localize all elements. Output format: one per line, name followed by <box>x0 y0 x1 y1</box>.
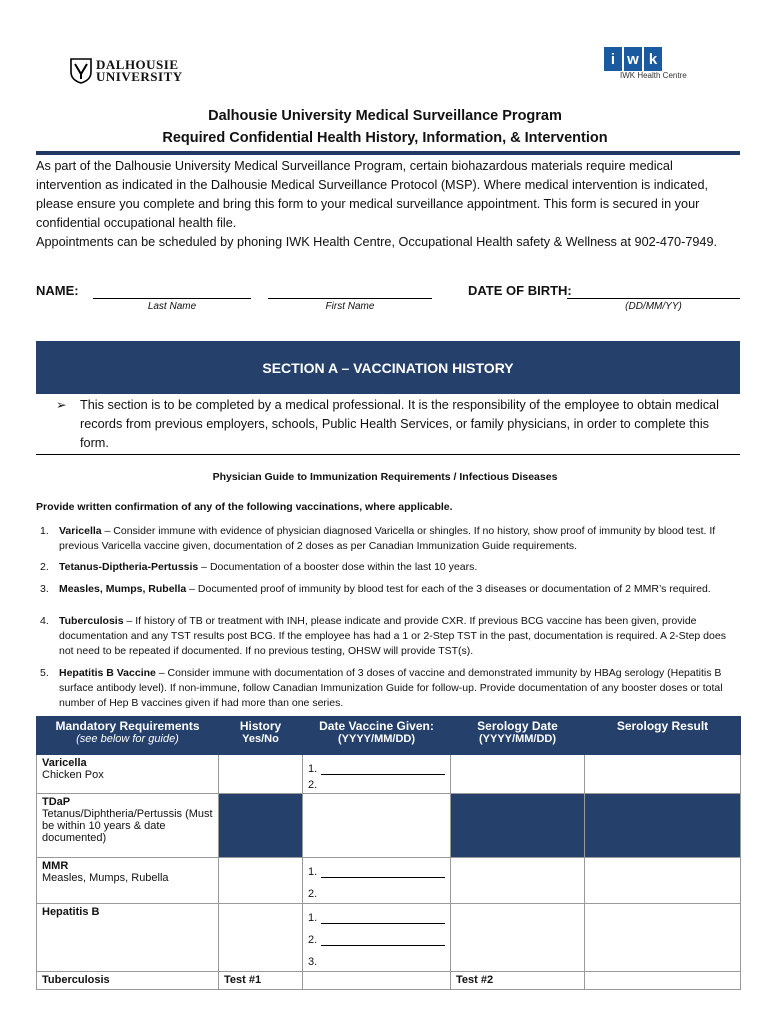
date-line-2[interactable] <box>321 933 445 946</box>
col-result-label: Serology Result <box>616 719 709 733</box>
item-title: Tetanus-Diptheria-Pertussis <box>59 561 199 573</box>
first-name-caption: First Name <box>325 301 375 312</box>
guide-item-mmr <box>40 582 740 597</box>
dob-field[interactable] <box>567 286 740 299</box>
iwk-letter: w <box>624 47 642 71</box>
row-subtitle: Measles, Mumps, Rubella <box>42 872 169 884</box>
col-serology-sub: (YYYY/MM/DD) <box>479 733 556 745</box>
item-title: Measles, Mumps, Rubella <box>59 583 187 595</box>
item-text: – Documentation of a booster dose within the last 10 years. <box>198 561 478 573</box>
history-cell[interactable] <box>219 755 303 794</box>
dal-line1: DALHOUSIE <box>96 57 179 72</box>
line-number: 2. <box>308 779 318 791</box>
row-title: Varicella <box>42 757 87 769</box>
line-number: 2. <box>308 888 318 900</box>
section-a-note <box>56 396 740 453</box>
section-a-banner <box>36 341 740 394</box>
tb-test1: Test #1 <box>219 972 303 990</box>
vaccination-table <box>36 716 741 990</box>
serology-result-cell[interactable] <box>585 858 741 904</box>
guide-item-tdap <box>40 560 740 575</box>
history-cell[interactable] <box>219 904 303 972</box>
line-number: 1. <box>308 763 318 775</box>
tb-test1-cell[interactable] <box>303 972 451 990</box>
iwk-letter: k <box>644 47 662 71</box>
row-title: Hepatitis B <box>42 906 100 918</box>
section-a-note-text: This section is to be completed by a medical professional. It is the responsibility of the employee to obtain medical records from previous employers, schools, Public Health Services, or family physicians, in order to complete this form. <box>80 398 719 450</box>
date-cell[interactable] <box>303 755 451 794</box>
col-serology-label: Serology Date <box>477 719 558 733</box>
physician-guide-title: Physician Guide to Immunization Requirements / Infectious Diseases <box>212 471 558 483</box>
section-a-title: SECTION A – VACCINATION HISTORY <box>262 359 514 376</box>
row-label <box>37 904 219 972</box>
col-history-label: History <box>239 719 282 733</box>
table-row-tb <box>37 972 741 990</box>
serology-result-cell[interactable] <box>585 755 741 794</box>
intro-text: As part of the Dalhousie University Medical Surveillance Program, certain biohazardous materials require medical intervention as indicated in the Dalhousie Medical Surveillance Protocol (MSP). Where medical intervention is indicated, please ensure you complete and bring this form to your medical surveillance appointment. This form is secured in your confidential occupational health file. <box>36 159 709 230</box>
item-text: – Consider immune with documentation of 3 doses of vaccine and demonstrated immunity by HBAg serology (Hepatitis B surface antibody level). If non-immune, follow Canadian Immunization Guide for follow-up. Provide documentation of any booster doses or total number of Hep B vaccines given if had more than one series. <box>59 667 723 709</box>
guide-item-hepb <box>40 666 740 711</box>
serology-result-cell[interactable] <box>585 904 741 972</box>
iwk-logo <box>604 47 687 80</box>
item-number: 2. <box>40 561 49 573</box>
serology-result-cell-shaded <box>585 794 741 858</box>
title-line1: Dalhousie University Medical Surveillance Program <box>208 108 562 124</box>
item-title: Tuberculosis <box>59 615 124 627</box>
last-name-field[interactable] <box>93 286 251 299</box>
serology-date-cell[interactable] <box>451 858 585 904</box>
table-row-varicella <box>37 755 741 794</box>
tb-test2-cell[interactable] <box>585 972 741 990</box>
line-number: 3. <box>308 956 318 968</box>
title-rule <box>36 151 740 155</box>
col-date-sub: (YYYY/MM/DD) <box>338 733 415 745</box>
name-label: NAME: <box>36 283 79 298</box>
col-mandatory <box>37 717 219 755</box>
history-cell[interactable] <box>219 858 303 904</box>
date-cell[interactable] <box>303 794 451 858</box>
row-subtitle: Tetanus/Diphtheria/Pertussis (Must be within 10 years & date documented) <box>42 808 213 844</box>
col-serology-date <box>451 717 585 755</box>
row-title: TDaP <box>42 796 71 808</box>
divider <box>36 454 740 455</box>
item-number: 4. <box>40 615 49 627</box>
row-label <box>37 794 219 858</box>
guide-item-varicella <box>40 524 740 554</box>
item-number: 3. <box>40 583 49 595</box>
item-text: – Consider immune with evidence of physician diagnosed Varicella or shingles. If no history, show proof of immunity by blood test. If previous Varicella vaccine given, documentation of 2 doses as per Canadian Immunization Guide requirements. <box>59 525 716 552</box>
date-cell[interactable] <box>303 858 451 904</box>
date-line-1[interactable] <box>321 911 445 924</box>
title-line2: Required Confidential Health History, Information, & Intervention <box>162 130 608 146</box>
serology-date-cell-shaded <box>451 794 585 858</box>
item-title: Hepatitis B Vaccine <box>59 667 156 679</box>
row-title: MMR <box>42 860 69 872</box>
row-label <box>37 755 219 794</box>
col-date-label: Date Vaccine Given: <box>319 719 434 733</box>
col-history-sub: Yes/No <box>242 733 279 745</box>
provide-instruction: Provide written confirmation of any of the following vaccinations, where applicable. <box>36 501 453 513</box>
row-label <box>37 858 219 904</box>
date-line-1[interactable] <box>321 762 445 775</box>
shield-icon <box>70 58 92 84</box>
item-text: – If history of TB or treatment with INH, please indicate and provide CXR. If previous BCG vaccine has been given, provide documentation and any TST results post BCG. If the employee has had a 1 or 2-Step TST in the past, documentation is required. A 2-Step does not need to be repeated if documented. If no previous testing, OHSW will provide TST(s). <box>59 615 726 657</box>
line-number: 1. <box>308 866 318 878</box>
dob-label: DATE OF BIRTH: <box>468 283 572 298</box>
dob-caption: (DD/MM/YY) <box>625 301 682 312</box>
arrow-bullet-icon: ➢ <box>56 398 67 412</box>
col-date <box>303 717 451 755</box>
table-row-mmr <box>37 858 741 904</box>
item-title: Varicella <box>59 525 102 537</box>
intro-appointment: Appointments can be scheduled by phoning IWK Health Centre, Occupational Health safety & Wellness at 902-470-7949. <box>36 235 718 249</box>
line-number: 2. <box>308 934 318 946</box>
dal-line2: UNIVERSITY <box>96 69 183 84</box>
tb-test2: Test #2 <box>451 972 585 990</box>
table-row-tdap <box>37 794 741 858</box>
row-subtitle: Chicken Pox <box>42 769 104 781</box>
iwk-subtitle: IWK Health Centre <box>620 71 687 80</box>
date-line-1[interactable] <box>321 865 445 878</box>
item-text: – Documented proof of immunity by blood test for each of the 3 diseases or documentation of 2 MMR’s required. <box>186 583 711 595</box>
guide-item-tb <box>40 614 740 659</box>
col-history <box>219 717 303 755</box>
first-name-field[interactable] <box>268 286 432 299</box>
date-cell[interactable] <box>303 904 451 972</box>
dalhousie-logo <box>70 58 183 84</box>
intro-paragraph <box>36 157 740 252</box>
col-mandatory-label: Mandatory Requirements <box>55 719 200 733</box>
last-name-caption: Last Name <box>147 301 197 312</box>
history-cell-shaded <box>219 794 303 858</box>
serology-date-cell[interactable] <box>451 904 585 972</box>
table-header-row <box>37 717 741 755</box>
iwk-letter: i <box>604 47 622 71</box>
serology-date-cell[interactable] <box>451 755 585 794</box>
line-number: 1. <box>308 912 318 924</box>
item-number: 1. <box>40 525 49 537</box>
table-row-hepb <box>37 904 741 972</box>
item-number: 5. <box>40 667 49 679</box>
col-mandatory-sub: (see below for guide) <box>76 733 179 745</box>
row-title: Tuberculosis <box>37 972 219 990</box>
col-serology-result <box>585 717 741 755</box>
